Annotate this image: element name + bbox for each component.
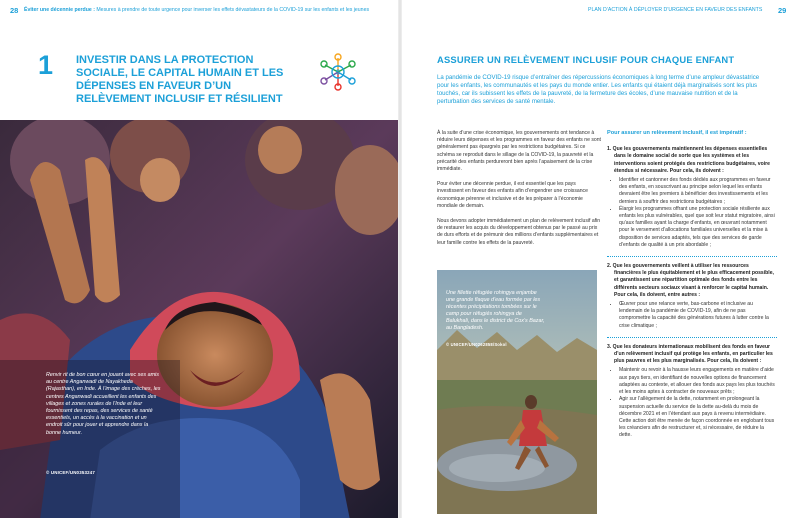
left-text-column [437,130,602,255]
imperative-heading: 1. Que les gouvernements maintiennent les dépenses essentielles dans le domaine social de sorte que les systèmes et les interventions soient protégés des restrictions budgétaires, voire étendus si nécessaire. Pour cela, ils doivent : [607,146,770,174]
right-page [400,0,800,518]
page-number-left: 28 [10,6,19,15]
imperative-block [607,146,777,249]
page-gutter [398,0,402,518]
social-protection-network-icon [318,52,358,92]
body-paragraph: Pour éviter une décennie perdue, il est essentiel que les pays investissent en faveur des enfants afin d’engendrer une croissance économique pérenne et inclusive et de les préparer à l’économie mondiale de demain. [437,181,588,209]
body-paragraph: Nous devons adopter immédiatement un plan de relèvement inclusif afin de restaurer les acquis du développement obtenus par le passé au prix de durs efforts et de prémunir des millions d’enfants supplémentaires et leur famille contre les effets de la pauvreté. [437,218,601,246]
imperative-heading: 2. Que les gouvernements veillent à utiliser les ressources financières le plus équitablement et le plus efficacement possible, et garantissent une répartition optimale des fonds entre les différents secteurs sociaux visant à renforcer le capital humain. Pour cela, ils doivent, entre autres : [607,263,774,298]
running-header-left-rest: Mesures à prendre de toute urgence pour inverser les effets dévastateurs de la COVID-19 sur les enfants et les jeunes [94,7,370,13]
photo-credit-left: © UNICEF/UN0353247 [46,470,96,475]
list-item: • Identifier et cantonner des fonds dédiés aux programmes en faveur des enfants, en souscrivant au principe selon lequel les enfants devraient être les premiers à bénéficier des investissements et les derniers à souffrir des restrictions budgétaires ; [619,177,777,206]
photo-caption-left: Renvir rit de bon cœur en jouant avec ses amis au centre Anganwadi de Nayakheda (Rajasthan), en Inde. À l’image des crèches, les centres Anganwadi accueillent les enfants des villages et zones rurales de l’Inde et leur fournissent des repas, des services de santé essentiels, un accès à la vaccination et un endroit sûr pour jouer et apprendre dans la bonne humeur. [46,372,161,436]
running-header-left [24,8,369,13]
page-number-right: 29 [778,6,787,15]
list-item: • Maintenir ou revoir à la hausse leurs engagements en matière d’aide aux pays tiers, en identifiant de nouvelles options de financement adaptées au contexte, et allouer des fonds aux pays les plus touchés et les moins aptes à contracter de nouveaux prêts ; [619,367,777,396]
dotted-divider [607,337,777,338]
intro-paragraph: La pandémie de COVID-19 risque d’entraîner des répercussions économiques à long terme d’une ampleur dévastatrice pour les enfants, les communautés et les pays du monde entier. Les enfants qui étaient déjà marginalisés sont les plus touchés, car ils subissent les effets de la pauvreté, de la fermeture des écoles, d’une mauvaise nutrition et de la perturbation des services de santé mentale. [437,74,760,106]
imperative-list [619,367,777,439]
dotted-divider [607,256,777,257]
section-title: INVESTIR DANS LA PROTECTION SOCIALE, LE CAPITAL HUMAIN ET LES DÉPENSES EN FAVEUR D’UN RELÈVEMENT INCLUSIF ET RÉSILIENT [76,54,284,105]
section-number: 1 [38,50,54,80]
imperative-block [607,344,777,440]
imperatives-column [607,130,777,447]
running-header-left-bold: Éviter une décennie perdue : [24,7,95,13]
running-header-right: PLAN D’ACTION À DÉPLOYER D’URGENCE EN FAVEUR DES ENFANTS [588,7,763,13]
list-item: • Œuvrer pour une relance verte, bas-carbone et inclusive au lendemain de la pandémie de COVID-19, afin de ne pas compromettre la capacité des générations futures à lutter contre la crise climatique ; [619,301,777,330]
photo-caption-right: Une fillette réfugiée rohingya enjambe une grande flaque d’eau formée par les récentes précipitations tombées sur le camp pour réfugiés rohingya de Balukhali, dans le district de Cox’s Bazar, au Bangladesh. [446,290,545,332]
imperatives-kicker: Pour assurer un relèvement inclusif, il est impératif : [607,130,747,136]
imperative-heading: 3. Que les donateurs internationaux mobilisent des fonds en faveur d’un relèvement inclusif qui protège les enfants, en particulier les plus pauvres et les plus marginalisés. Pour cela, ils doivent : [607,343,773,365]
imperative-list [619,177,777,249]
page-title: ASSURER UN RELÈVEMENT INCLUSIF POUR CHAQUE ENFANT [437,54,735,65]
photo-credit-right: © UNICEF/UN0262858/Sokol [446,342,507,347]
imperative-list [619,301,777,330]
svg-text:$: $ [336,69,340,77]
list-item: • Agir sur l’allègement de la dette, notamment en prolongeant la suspension actuelle du service de la dette au-delà du mois de décembre 2021 et en l’étendant aux pays à revenu intermédiaire. Cette action doit être menée de façon coordonnée en englobant tous les créanciers afin de restructurer et, si nécessaire, de réduire la dette. [619,396,777,439]
imperative-block [607,263,777,330]
list-item: • Élargir les programmes offrant une protection sociale résiliente aux enfants les plus vulnérables, quel que soit leur statut migratoire, ainsi qu’aux familles ayant la charge d’enfants, en œuvrant notamment pour le versement d’allocations familiales universelles et la mise à disposition de services adaptés, tels que des services de garde d’enfants de qualité à un prix abordable ; [619,206,777,249]
body-paragraph: À la suite d’une crise économique, les gouvernements ont tendance à réduire leurs dépenses et les programmes en faveur des enfants ne sont généralement pas épargnés par les restrictions budgétaires. Si ce schéma se reproduit dans le sillage de la COVID-19, la pauvreté et la précarité des enfants perdureront bien après l’apaisement de la crise immédiate. [437,130,601,173]
children-playing-photo [0,120,398,518]
